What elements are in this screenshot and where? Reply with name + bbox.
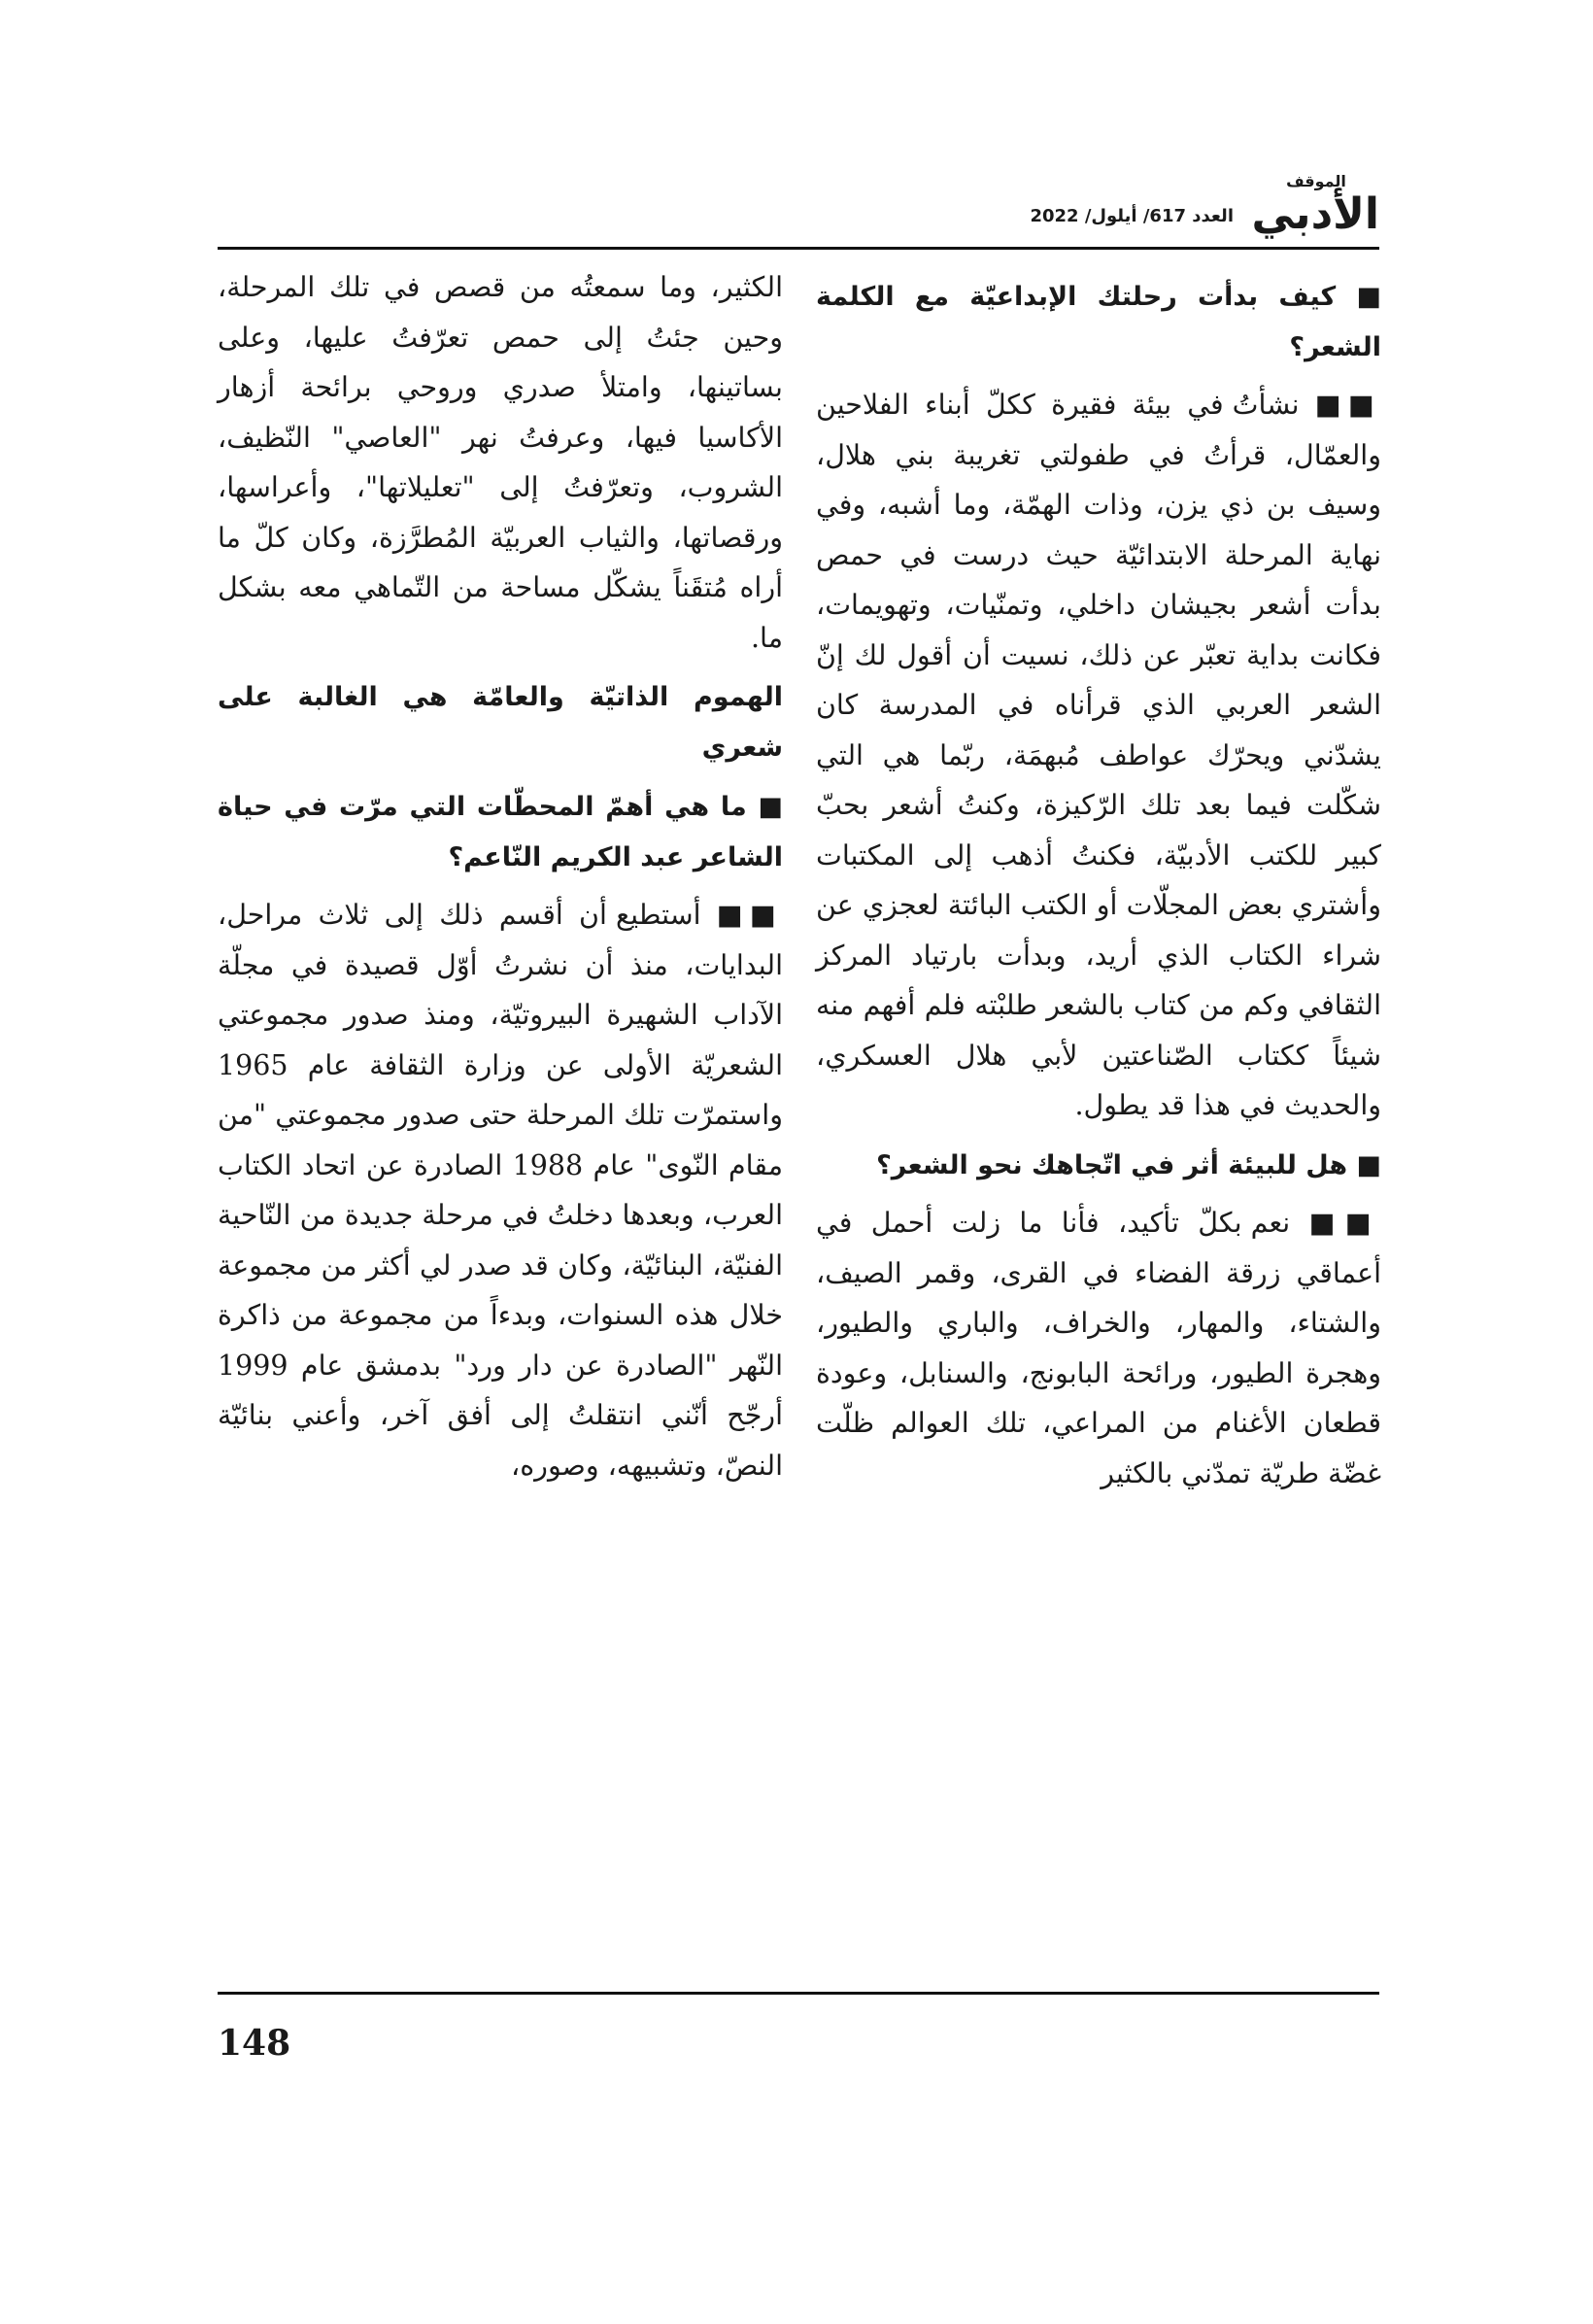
answer-1 (816, 380, 1381, 1131)
question-1: ■ كيف بدأت رحلتك الإبداعيّة مع الكلمة الشعر؟ (816, 282, 1381, 362)
header-divider (218, 247, 1379, 250)
answer-3 (218, 890, 783, 1490)
left-column (218, 262, 783, 1490)
question-2: ■ هل للبيئة أثر في اتّجاهك نحو الشعر؟ (876, 1149, 1381, 1180)
question-3: ■ ما هي أهمّ المحطّات التي مرّت في حياة الشاعر عبد الكريم النّاعم؟ (218, 792, 783, 872)
continued-paragraph: الكثير، وما سمعتُه من قصص في تلك المرحلة، وحين جئتُ إلى حمص تعرّفتُ عليها، وعلى بساتينها، وامتلأ صدري وروحي برائحة أزهار الأكاسيا فيها، وعرفتُ نهر "العاصي" النّظيف، الشروب، وتعرّفتُ إلى "تعليلاتها"، وأعراسها، ورقصاتها، والثياب العربيّة المُطرَّزة، وكان كلّ ما أراه مُتقَناً يشكّل مساحة من التّماهي معه بشكل ما. (218, 271, 783, 654)
answer-2-text: نعم بكلّ تأكيد، فأنا ما زلت أحمل في أعماقي زرقة الفضاء في القرى، وقمر الصيف، والشتاء، والمهار، والخراف، والباري والطيور، وهجرة الطيور، ورائحة البابونج، والسنابل، وعودة قطعان الأغنام من المراعي، تلك العوالم ظلّت غضّة طريّة تمدّني بالكثير (816, 1207, 1381, 1489)
answer-2 (816, 1198, 1381, 1498)
answer-3-marker: ■■ (716, 899, 784, 931)
answer-3-text: أستطيع أن أقسم ذلك إلى ثلاث مراحل، البدايات، منذ أن نشرتُ أوّل قصيدة في مجلّة الآداب الشهيرة البيروتيّة، ومنذ صدور مجموعتي الشعريّة الأولى عن وزارة الثقافة عام 1965 واستمرّت تلك المرحلة حتى صدور مجموعتي "من مقام النّوى" عام 1988 الصادرة عن اتحاد الكتاب العرب، وبعدها دخلتُ في مرحلة جديدة من النّاحية الفنيّة، البنائيّة، وكان قد صدر لي أكثر من مجموعة خلال هذه السنوات، وبدءاً من مجموعة من ذاكرة النّهر "الصادرة عن دار ورد" بدمشق عام 1999 أرجّح أنّني انتقلتُ إلى أفق آخر، وأعني بنائيّة النصّ، وتشبيهه، وصوره، (218, 899, 783, 1482)
answer-1-marker: ■■ (1314, 389, 1381, 421)
page-header (218, 173, 1379, 251)
right-column (816, 262, 1381, 1498)
page-number: 148 (218, 2023, 291, 2064)
logo-small-text: الموقف (1286, 172, 1346, 190)
logo-big-text: الأدبي (1251, 189, 1379, 239)
section-heading: الهموم الذاتيّة والعامّة هي الغالبة على شعري (218, 682, 783, 763)
answer-1-text: نشأتُ في بيئة فقيرة ككلّ أبناء الفلاحين والعمّال، قرأتُ في طفولتي تغريبة بني هلال، وسيف بن ذي يزن، وذات الهمّة، وما أشبه، وفي نهاية المرحلة الابتدائيّة حيث درست في حمص بدأت أشعر بجيشان داخلي، وتمنّيات، وتهويمات، فكانت بداية تعبّر عن ذلك، نسيت أن أقول لك إنّ الشعر العربي الذي قرأناه في المدرسة كان يشدّني ويحرّك عواطف مُبهمَة، ربّما هي التي شكّلت فيما بعد تلك الرّكيزة، وكنتُ أشعر بحبّ كبير للكتب الأدبيّة، فكنتُ أذهب إلى المكتبات وأشتري بعض المجلّات أو الكتب البائتة لعجزي عن شراء الكتاب الذي أريد، وبدأت بارتياد المركز الثقافي وكم من كتاب بالشعر طلبْته فلم أفهم منه شيئاً ككتاب الصّناعتين لأبي هلال العسكري، والحديث في هذا قد يطول. (816, 389, 1381, 1121)
footer-divider (218, 1992, 1379, 1995)
magazine-logo (1253, 173, 1379, 239)
answer-2-marker: ■■ (1308, 1207, 1381, 1239)
issue-info: العدد 617/ أيلول/ 2022 (1030, 206, 1234, 226)
